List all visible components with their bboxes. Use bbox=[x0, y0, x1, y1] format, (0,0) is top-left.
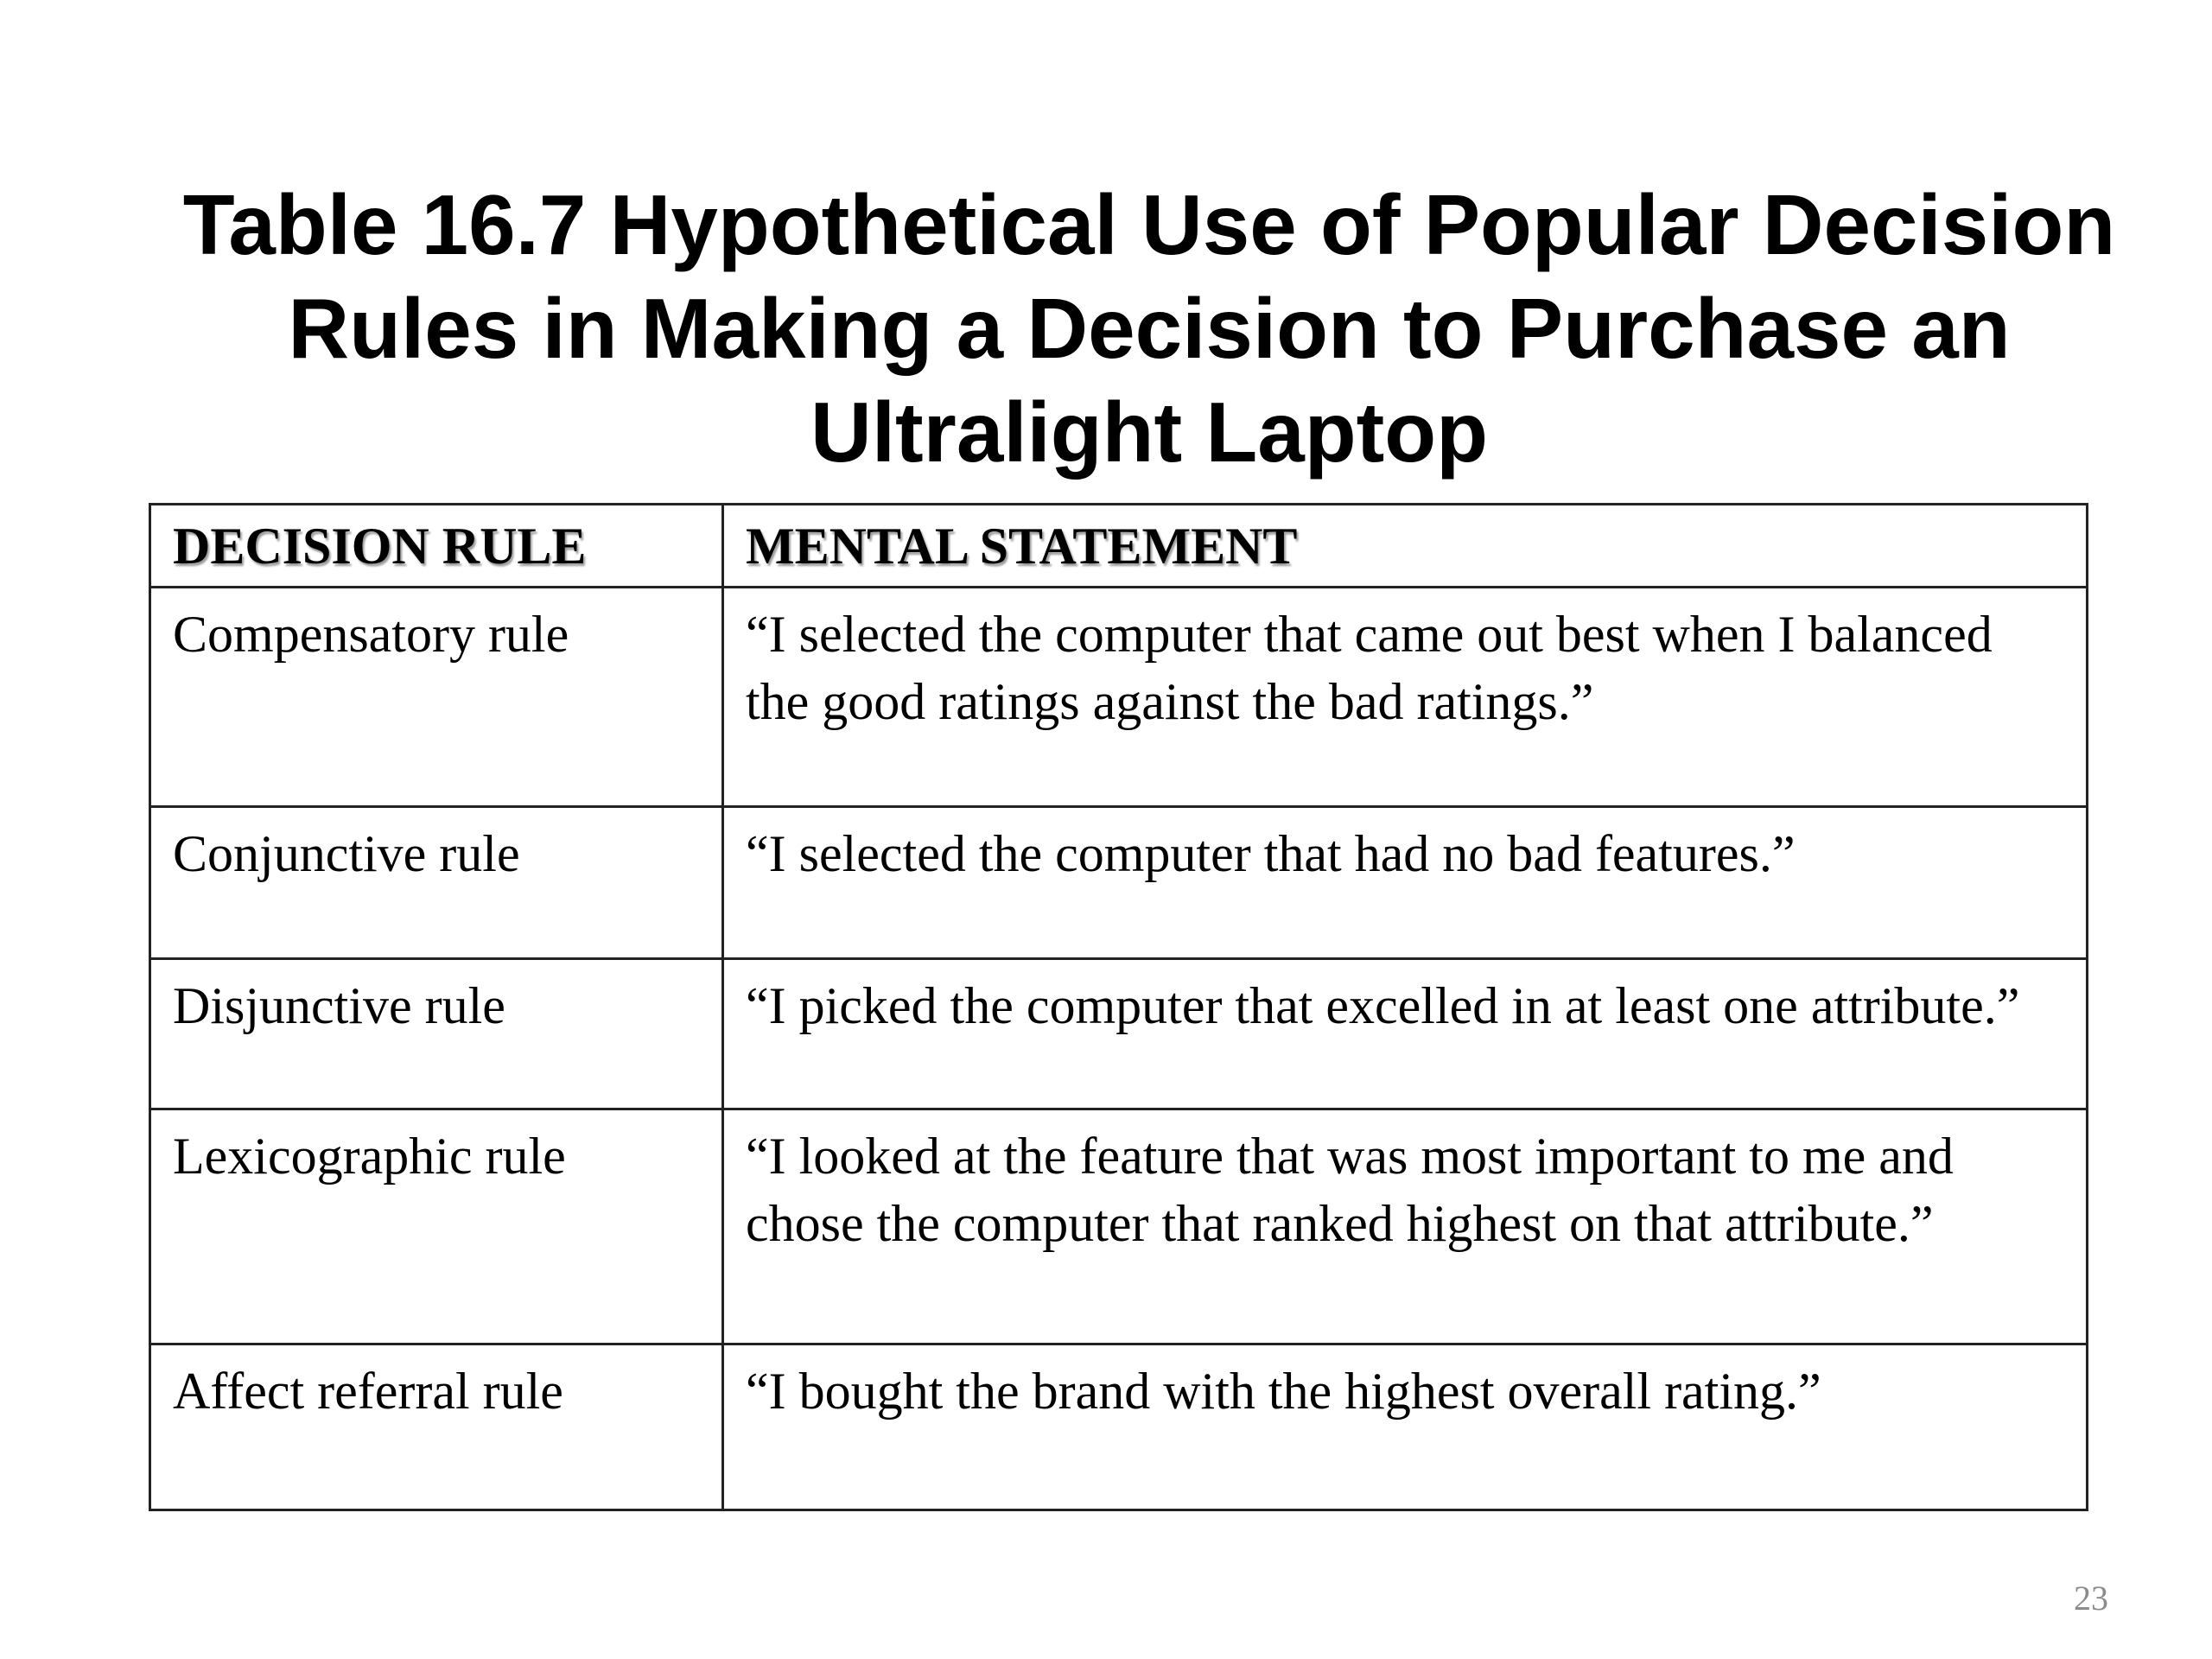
table-row bbox=[150, 1344, 2088, 1510]
table-row bbox=[150, 959, 2088, 1109]
table-row bbox=[150, 588, 2088, 807]
decision-rule-cell: Affect referral rule bbox=[150, 1344, 723, 1510]
header-mental-statement: MENTAL STATEMENT bbox=[723, 505, 2088, 588]
table-header-row bbox=[150, 505, 2088, 588]
decision-rule-cell: Lexicographic rule bbox=[150, 1109, 723, 1344]
mental-statement-cell: “I bought the brand with the highest overall rating.” bbox=[723, 1344, 2088, 1510]
mental-statement-cell: “I selected the computer that came out best when I balanced the good ratings against the bad ratings.” bbox=[723, 588, 2088, 807]
decision-rule-cell: Compensatory rule bbox=[150, 588, 723, 807]
decision-rules-table bbox=[149, 503, 2088, 1511]
decision-rule-cell: Disjunctive rule bbox=[150, 959, 723, 1109]
table-row bbox=[150, 807, 2088, 959]
mental-statement-cell: “I picked the computer that excelled in at least one attribute.” bbox=[723, 959, 2088, 1109]
mental-statement-cell: “I selected the computer that had no bad features.” bbox=[723, 807, 2088, 959]
header-decision-rule: DECISION RULE bbox=[150, 505, 723, 588]
mental-statement-cell: “I looked at the feature that was most important to me and chose the computer that ranked highest on that attribute.” bbox=[723, 1109, 2088, 1344]
table-row bbox=[150, 1109, 2088, 1344]
page-number: 23 bbox=[2074, 1579, 2108, 1618]
slide-title: Table 16.7 Hypothetical Use of Popular Decision Rules in Making a Decision to Purchase an Ultralight Laptop bbox=[182, 177, 2116, 480]
decision-rule-cell: Conjunctive rule bbox=[150, 807, 723, 959]
